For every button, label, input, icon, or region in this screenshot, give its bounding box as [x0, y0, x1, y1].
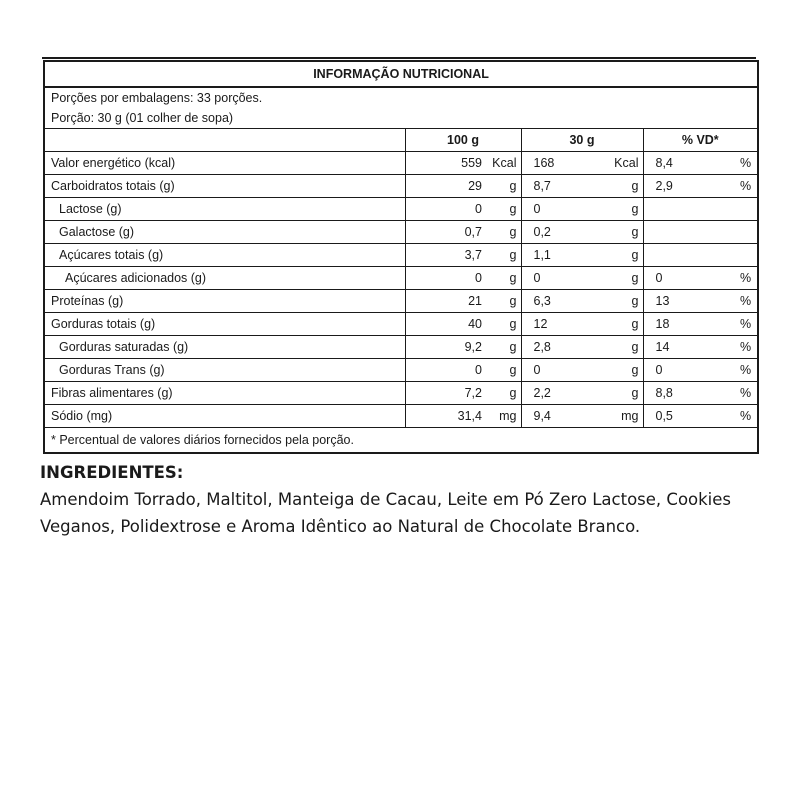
daily-value-unit: % [718, 152, 758, 175]
nutrient-name: Proteínas (g) [44, 290, 405, 313]
unit-per-100g: mg [488, 405, 521, 428]
value-per-serving: 12 [521, 313, 598, 336]
daily-value-unit [718, 221, 758, 244]
daily-value-unit: % [718, 336, 758, 359]
value-per-100g: 3,7 [405, 244, 488, 267]
unit-per-serving: g [598, 359, 643, 382]
unit-per-serving: g [598, 336, 643, 359]
daily-value-unit: % [718, 359, 758, 382]
table-footnote: * Percentual de valores diários fornecidos pela porção. [44, 428, 758, 454]
daily-value-percent: 0 [643, 359, 718, 382]
daily-value-percent: 14 [643, 336, 718, 359]
table-row [44, 152, 758, 175]
daily-value-percent [643, 244, 718, 267]
value-per-100g: 7,2 [405, 382, 488, 405]
value-per-100g: 0 [405, 359, 488, 382]
daily-value-percent: 8,8 [643, 382, 718, 405]
value-per-100g: 9,2 [405, 336, 488, 359]
unit-per-100g: Kcal [488, 152, 521, 175]
header-blank-cell [44, 129, 405, 152]
unit-per-100g: g [488, 382, 521, 405]
unit-per-100g: g [488, 290, 521, 313]
table-title: INFORMAÇÃO NUTRICIONAL [44, 61, 758, 87]
column-header-row [44, 129, 758, 152]
value-per-serving: 0 [521, 359, 598, 382]
table-row [44, 405, 758, 428]
unit-per-serving: g [598, 221, 643, 244]
unit-per-100g: g [488, 359, 521, 382]
nutrient-name: Carboidratos totais (g) [44, 175, 405, 198]
daily-value-percent: 0,5 [643, 405, 718, 428]
nutrient-name: Gorduras saturadas (g) [44, 336, 405, 359]
daily-value-unit: % [718, 313, 758, 336]
ingredients-text: Amendoim Torrado, Maltitol, Manteiga de Cacau, Leite em Pó Zero Lactose, Cookies Veganos, Polidextrose e Aroma Idêntico ao Natural de Chocolate Branco. [40, 490, 732, 536]
value-per-100g: 29 [405, 175, 488, 198]
value-per-serving: 0,2 [521, 221, 598, 244]
daily-value-unit: % [718, 405, 758, 428]
value-per-serving: 1,1 [521, 244, 598, 267]
unit-per-100g: g [488, 198, 521, 221]
value-per-serving: 2,8 [521, 336, 598, 359]
daily-value-percent: 13 [643, 290, 718, 313]
unit-per-100g: g [488, 244, 521, 267]
nutrient-name: Lactose (g) [44, 198, 405, 221]
unit-per-serving: mg [598, 405, 643, 428]
daily-value-unit: % [718, 290, 758, 313]
daily-value-percent [643, 221, 718, 244]
value-per-100g: 31,4 [405, 405, 488, 428]
table-top-rule [42, 57, 756, 59]
daily-value-unit: % [718, 175, 758, 198]
value-per-serving: 8,7 [521, 175, 598, 198]
unit-per-100g: g [488, 267, 521, 290]
unit-per-serving: g [598, 267, 643, 290]
unit-per-serving: g [598, 244, 643, 267]
nutrient-name: Açúcares totais (g) [44, 244, 405, 267]
table-row [44, 359, 758, 382]
nutrient-name: Gorduras Trans (g) [44, 359, 405, 382]
nutrient-name: Açúcares adicionados (g) [44, 267, 405, 290]
value-per-100g: 40 [405, 313, 488, 336]
nutrient-name: Sódio (mg) [44, 405, 405, 428]
daily-value-percent: 0 [643, 267, 718, 290]
unit-per-serving: g [598, 382, 643, 405]
table-row [44, 267, 758, 290]
nutrient-name: Valor energético (kcal) [44, 152, 405, 175]
unit-per-serving: g [598, 175, 643, 198]
header-daily-value: % VD* [643, 129, 758, 152]
value-per-100g: 559 [405, 152, 488, 175]
daily-value-percent: 18 [643, 313, 718, 336]
value-per-100g: 0 [405, 267, 488, 290]
daily-value-percent [643, 198, 718, 221]
header-30g: 30 g [521, 129, 643, 152]
nutrition-facts-table [43, 60, 759, 454]
unit-per-serving: Kcal [598, 152, 643, 175]
servings-per-package: Porções por embalagens: 33 porções. [44, 87, 758, 107]
value-per-serving: 0 [521, 198, 598, 221]
nutrient-name: Gorduras totais (g) [44, 313, 405, 336]
ingredients-title: INGREDIENTES: [40, 463, 184, 482]
unit-per-100g: g [488, 313, 521, 336]
unit-per-100g: g [488, 175, 521, 198]
unit-per-serving: g [598, 290, 643, 313]
table-row [44, 244, 758, 267]
nutrient-name: Galactose (g) [44, 221, 405, 244]
value-per-100g: 0,7 [405, 221, 488, 244]
unit-per-100g: g [488, 336, 521, 359]
header-100g: 100 g [405, 129, 521, 152]
value-per-serving: 2,2 [521, 382, 598, 405]
daily-value-unit: % [718, 382, 758, 405]
table-row [44, 290, 758, 313]
table-row [44, 336, 758, 359]
daily-value-unit [718, 198, 758, 221]
unit-per-100g: g [488, 221, 521, 244]
daily-value-percent: 2,9 [643, 175, 718, 198]
value-per-100g: 0 [405, 198, 488, 221]
table-row [44, 198, 758, 221]
value-per-serving: 168 [521, 152, 598, 175]
unit-per-serving: g [598, 198, 643, 221]
unit-per-serving: g [598, 313, 643, 336]
serving-size: Porção: 30 g (01 colher de sopa) [44, 107, 758, 129]
nutrient-name: Fibras alimentares (g) [44, 382, 405, 405]
daily-value-unit [718, 244, 758, 267]
table-row [44, 175, 758, 198]
table-row [44, 313, 758, 336]
value-per-serving: 0 [521, 267, 598, 290]
value-per-serving: 6,3 [521, 290, 598, 313]
value-per-100g: 21 [405, 290, 488, 313]
table-row [44, 382, 758, 405]
ingredients-section [40, 459, 760, 540]
table-row [44, 221, 758, 244]
daily-value-unit: % [718, 267, 758, 290]
value-per-serving: 9,4 [521, 405, 598, 428]
daily-value-percent: 8,4 [643, 152, 718, 175]
